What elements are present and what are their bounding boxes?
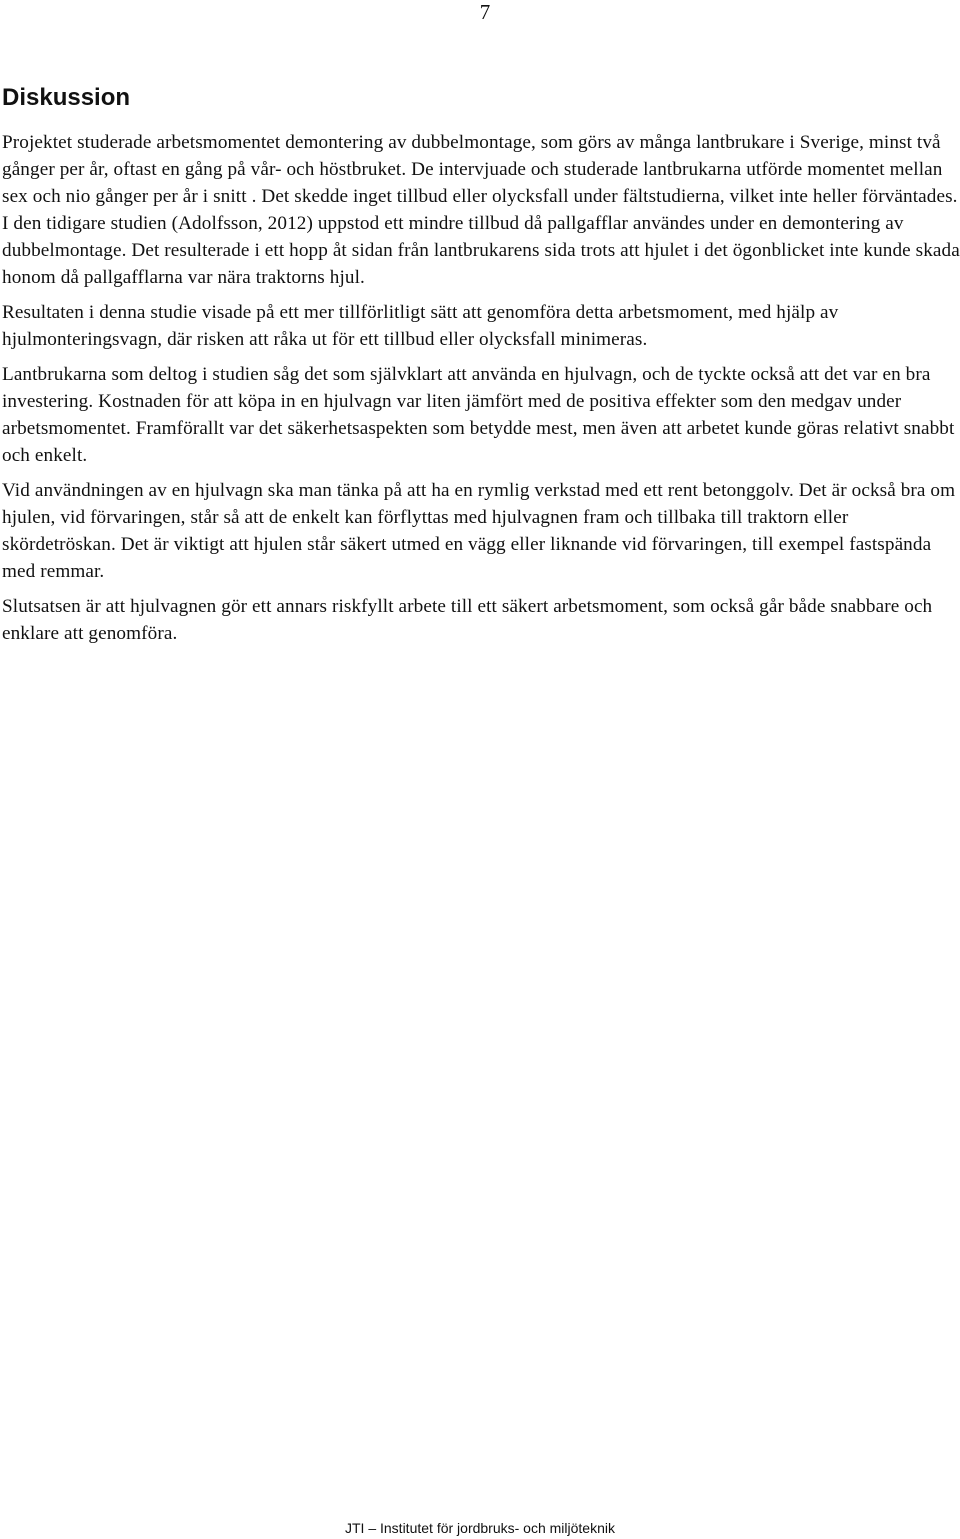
paragraph: Resultaten i denna studie visade på ett mer tillförlitligt sätt att genomföra detta arbetsmoment, med hjälp av hjulmonteringsvagn, där risken att råka ut för ett tillbud eller olycksfall minimeras. (2, 302, 839, 350)
paragraph: Projektet studerade arbetsmomentet demontering av dubbelmontage, som görs av många lantbrukare i Sverige, minst två gånger per år, oftast en gång på vår- och höstbruket. De intervjuade och studerade lantbrukarna utförde momentet mellan sex och nio gånger per år i snitt . Det skedde inget tillbud eller olycksfall under fältstudierna, vilket inte heller förväntades. I den tidigare studien (Adolfsson, 2012) uppstod ett mindre tillbud då pallgafflar användes under en demontering av dubbelmontage. Det resulterade i ett hopp åt sidan från lantbrukarens sida trots att hjulet i det ögonblicket inte kunde skada honom då pallgafflarna var nära traktorns hjul. (2, 132, 960, 288)
paragraph: Slutsatsen är att hjulvagnen gör ett annars riskfyllt arbete till ett säkert arbetsmoment, som också går både snabbare och enklare att genomföra. (2, 596, 933, 644)
body-text (2, 129, 960, 655)
section-heading: Diskussion (2, 84, 131, 111)
paragraph: Vid användningen av en hjulvagn ska man tänka på att ha en rymlig verkstad med ett rent betonggolv. Det är också bra om hjulen, vid förvaringen, står så att de enkelt kan förflyttas med hjulvagnen fram och tillbaka till traktorn eller skördetröskan. Det är viktigt att hjulen står säkert utmed en vägg eller liknande vid förvaringen, till exempel fastspända med remmar. (2, 480, 956, 582)
paragraph: Lantbrukarna som deltog i studien såg det som självklart att använda en hjulvagn, och de tyckte också att det var en bra investering. Kostnaden för att köpa in en hjulvagn var liten jämfört med de positiva effekter som den medgav under arbetsmomentet. Framförallt var det säkerhetsaspekten som betydde mest, men även att arbetet kunde göras relativt snabbt och enkelt. (2, 364, 955, 466)
page-number: 7 (479, 0, 491, 24)
page-footer: JTI – Institutet för jordbruks- och miljöteknik (345, 1520, 615, 1536)
